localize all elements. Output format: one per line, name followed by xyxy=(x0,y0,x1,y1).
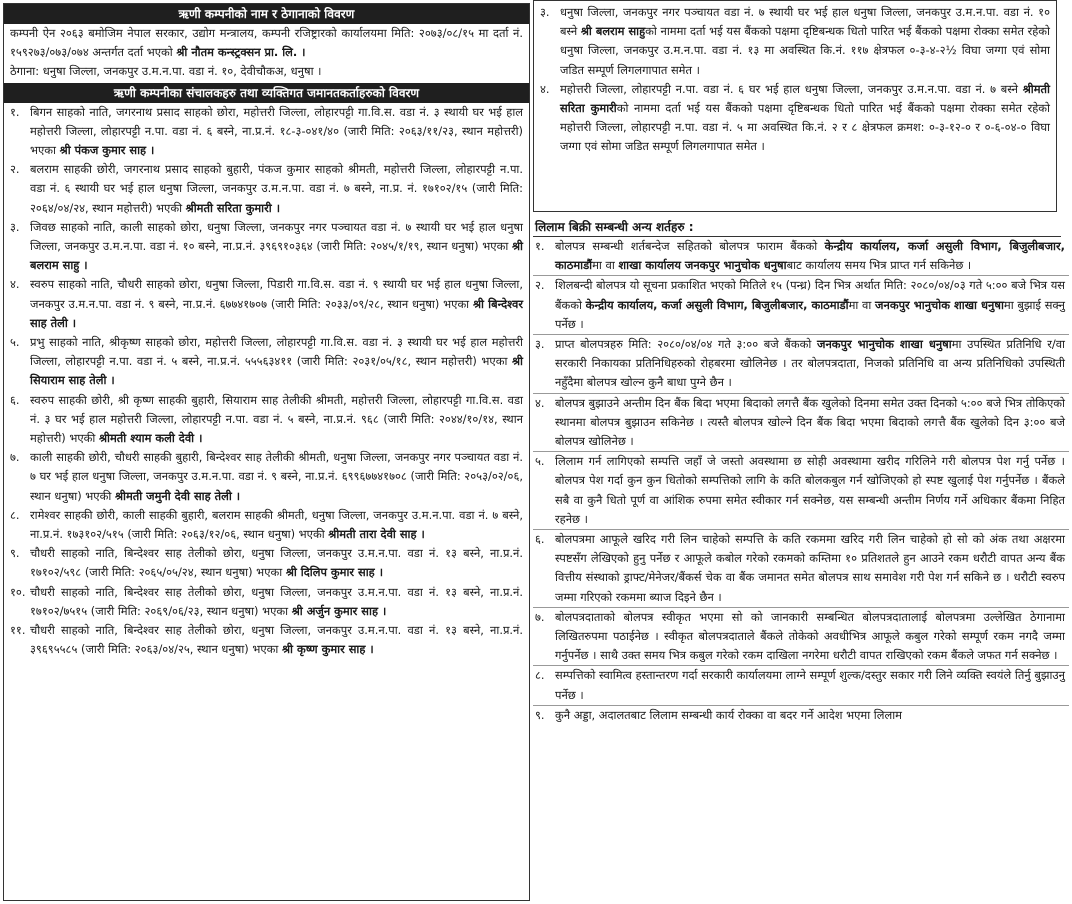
term-item xyxy=(533,276,1069,334)
item-number: ९. xyxy=(10,546,20,561)
term-emphasis: केन्द्रीय कार्यालय, कर्जा असुली विभाग, बिजुलीबजार, काठमाडौं xyxy=(555,239,1065,273)
term-text-part: सम्पत्तिको स्वामित्व हस्तान्तरण गर्दा सरकारी कार्यालयमा लाग्ने सम्पूर्ण शुल्क/दस्तुर सकार गरी लिने व्यक्ति स्वयंले तिर्नु बुझाउनु पर्नेछ । xyxy=(555,668,1065,702)
director-details xyxy=(30,391,523,449)
director-text: चौधरी साहको नाति, बिन्देश्वर साह तेलीको छोरा, धनुषा जिल्ला, जनकपुर उ.म.न.पा. वडा नं. १३ बस्ने, ना.प्र.नं. ३९६९५५८५ (जारी मिति: २०६३/०४/२५, स्थान धनुषा) भएका xyxy=(30,623,523,657)
item-number: ४. xyxy=(535,395,545,410)
term-text-part: कुनै अड्डा, अदालतबाट लिलाम सम्बन्धी कार्य रोक्का वा बदर गर्ने आदेश भएमा लिलाम xyxy=(555,707,902,722)
item-number: ९. xyxy=(535,707,545,722)
term-text-part: मा उपस्थित प्रतिनिधि र/वा सरकारी निकायका प्रतिनिधिहरुको रोहबरमा खोलिनेछ । तर बोलपत्रदाता, निजको प्रतिनिधि वा अन्य प्रतिनिधिको उपस्थिती नहुँदैमा बोलपत्र खोल्न कुनै बाधा पुग्ने छैन । xyxy=(555,337,1065,390)
director-text: चौधरी साहको नाति, बिन्देश्वर साह तेलीको छोरा, धनुषा जिल्ला, जनकपुर उ.म.न.पा. वडा नं. १३ बस्ने, ना.प्र.नं. १७१०२/७५१५ (जारी मिति: २०६९/०६/२३, स्थान धनुषा) भएका xyxy=(30,584,523,618)
director-details xyxy=(30,583,523,621)
director-text: बिगन साहको नाति, जगरनाथ प्रसाद साहको छोरा, महोत्तरी जिल्ला, लोहारपट्टी गा.वि.स. वडा नं. ३ स्थायी घर भई हाल महोत्तरी जिल्ला, लोहारपट्टी न.पा. वडा नं. ६ बस्ने, ना.प्र.नं. १८-३-०४१/४० (जारी मिति: २०६३/११/२३, स्थान महोत्तरी) भएका xyxy=(30,104,523,158)
term-text-part: मा वा xyxy=(592,258,619,273)
term-text xyxy=(555,666,1065,704)
term-text xyxy=(555,237,1065,275)
item-number: ६. xyxy=(10,392,20,407)
director-name: श्री बलराम साहु । xyxy=(30,239,523,273)
director-text: काली साहकी छोरी, चौधरी साहकी बुहारी, बिन्देश्वर साह तेलीकी श्रीमती, धनुषा जिल्ला, जनकपुर नगर पञ्चायत वडा नं. ७ घर भई हाल धनुषा जिल्ला, जनकपुर उ.म.न.पा. वडा नं. ९ बस्ने, ना.प्र.नं. ६९९६७७४१७०८ (जारी मिति: २०५३/०२/०६, स्थान धनुषा) भएकी xyxy=(30,450,523,503)
item-number: ७. xyxy=(535,609,545,624)
company-address: ठेगाना: धनुषा जिल्ला, जनकपुर उ.म.न.पा. वडा नं. १०, देवीचौकअ, धनुषा । xyxy=(10,64,322,79)
director-text: चौधरी साहको नाति, बिन्देश्वर साह तेलीको छोरा, धनुषा जिल्ला, जनकपुर उ.म.न.पा. वडा नं. १३ बस्ने, ना.प्र.नं. १७१०२/५९८ (जारी मिति: २०६५/०५/२४, स्थान धनुषा) भएका xyxy=(30,546,523,580)
item-number: १. xyxy=(535,239,545,253)
item-number: ५. xyxy=(535,454,545,469)
term-emphasis: केन्द्रीय कार्यालय, कर्जा असुली विभाग, बिजुलीबजार, काठमाडौं xyxy=(585,297,849,312)
company-name: श्री नौतम कन्स्ट्रक्सन प्रा. लि. । xyxy=(176,45,306,60)
term-item xyxy=(533,706,1069,725)
term-text-part: बोलपत्र सम्बन्धी शर्तबन्देज सहितको बोलपत्र फाराम बैंकको xyxy=(555,239,825,253)
director-details xyxy=(30,448,523,506)
term-text xyxy=(555,452,1065,529)
director-details xyxy=(30,544,523,582)
term-text xyxy=(555,394,1065,452)
item-number: ४. xyxy=(10,277,20,292)
company-registration-pre: कम्पनी ऐन २०६३ बमोजिम नेपाल सरकार, उद्योग मन्त्रालय, कम्पनी रजिष्ट्रारको कार्यालयमा मिति: २०७३/०८/१५ मा दर्ता नं. १५९२७३/०७३/०७४ अन्तर्गत दर्ता भएको xyxy=(10,26,523,60)
item-number: ७. xyxy=(10,450,20,465)
auction-terms xyxy=(533,218,1069,904)
collateral-text-post: को नाममा दर्ता भई यस बैंकको पक्षमा दृष्टिबन्धक धितो पारित भई बैंकको पक्षमा रोक्का समेत रहेको धनुषा जिल्ला, जनकपुर उ.म.न.पा. वडा नं. १३ मा अवस्थित कि.नं. ११७ क्षेत्रफल ०-३-४-२½ विघा जग्गा एवं सोमा जडित सम्पूर्ण लिगलगापात समेत । xyxy=(560,24,1050,77)
director-name: श्री कृष्ण कुमार साह । xyxy=(281,642,374,657)
term-item xyxy=(533,335,1069,393)
director-text: रामेश्वर साहकी छोरी, काली साहकी बुहारी, बलराम साहकी श्रीमती, धनुषा जिल्ला, जनकपुर उ.म.न.पा. वडा नं. ७ बस्ने, ना.प्र.नं. १७३१०२/५१५ (जारी मिति: २०६३/१२/०६, स्थान धनुषा) भएकी xyxy=(30,507,523,542)
director-details xyxy=(30,218,523,276)
director-text: स्वरुप साहको नाति, चौधरी साहको छोरा, धनुषा जिल्ला, पिडारी गा.वि.स. वडा नं. ९ स्थायी घर भई हाल धनुषा जिल्ला, जनकपुर उ.म.न.पा. वडा नं. ९ बस्ने, ना.प्र.नं. ६७७४१७०७ (जारी मिति: २०३३/०९/२८, स्थान धनुषा) भएका xyxy=(30,277,523,311)
directors-section-header: ऋणी कम्पनीका संचालकहरु तथा व्यक्तिगत जमानतकर्ताहरुको विवरण xyxy=(4,83,529,103)
collateral-details xyxy=(560,3,1050,80)
item-number: १. xyxy=(10,104,20,119)
term-text xyxy=(555,608,1065,666)
company-registration-text xyxy=(4,24,529,62)
director-name: श्री अर्जुन कुमार साह । xyxy=(291,603,387,618)
director-item xyxy=(4,391,529,449)
director-text: स्वरुप साहकी छोरी, श्री कृष्ण साहकी बुहारी, सियाराम साह तेलीकी श्रीमती, महोत्तरी जिल्ला, लोहारपट्टी गा.वि.स. वडा नं. ३ घर भई हाल महोत्तरी जिल्ला, लोहारपट्टी न.पा. वडा नं. ५ बस्ने, ना.प्र.नं. ९६८ (जारी मिति: २०४४/१०/१४, स्थान महोत्तरी) भएकी xyxy=(30,392,523,446)
director-text: जिवछ साहको नाति, काली साहको छोरा, धनुषा जिल्ला, जनकपुर नगर पञ्चायत वडा नं. ७ स्थायी घर भई हाल धनुषा जिल्ला, जनकपुर उ.म.न.पा. वडा नं. १० बस्ने, ना.प्र.नं. ३९६९१०३६४ (जारी मिति: २०४५/१/१९, स्थान धनुषा) भएका xyxy=(30,219,523,254)
owner-name: श्री बलराम साहु xyxy=(580,24,646,39)
term-text-part: बोलपत्रदाताको बोलपत्र स्वीकृत भएमा सो को जानकारी सम्बन्धित बोलपत्रदातालाई बोलपत्रमा उल्लेखित ठेगानामा लिखितरुपमा पठाईनेछ । स्वीकृत बोलपत्रदाताले बैंकले तोकेको अवधीभित्र आफूले कबुल गरेको सम्पूर्ण रकम नगदै जम्मा गर्नुपर्नेछ । साथै उक्त समय भित्र कबुल गरेको रकम दाखिला नगरेमा धरौटी वापत राखिएको रकम बैंकले जफत गर्न सक्नेछ । xyxy=(555,609,1065,663)
term-text xyxy=(555,706,1065,725)
item-number: ६. xyxy=(535,532,545,547)
director-details xyxy=(30,333,523,391)
director-name: श्रीमती श्याम कली देवी । xyxy=(98,431,203,446)
collateral-item xyxy=(538,80,1050,157)
right-column xyxy=(533,0,1069,904)
item-number: ८. xyxy=(535,668,545,683)
collateral-text-post: को नाममा दर्ता भई यस बैंकको पक्षमा दृष्टिबन्धक धितो पारित भई बैंकको पक्षमा रोक्का समेत रहेको महोत्तरी जिल्ला, लोहारपट्टी न.पा. वडा नं. ५ मा अवस्थित कि.नं. २ र ८ क्षेत्रफल क्रमश: ०-३-१२-० र ०-६-०४-० विघा जग्गा एवं सोमा जडित सम्पूर्ण लिगलगापात समेत । xyxy=(560,101,1050,154)
company-section-header: ऋणी कम्पनीको नाम र ठेगानाको विवरण xyxy=(4,4,529,24)
term-text-part: बोलपत्र बुझाउने अन्तीम दिन बैंक बिदा भएमा बिदाको लगत्तै बैंक खुलेको दिनमा समेत उक्त दिनको ५:०० बजे भित्र तोकिएको स्थानमा बोलपत्र बुझाउन सकिनेछ । त्यस्तै बोलपत्र खोल्ने दिन बैंक बिदा भएमा बिदाको लगत्तै बैंक खुलेको दिन ३:०० बजे बोलपत्र खोलिनेछ । xyxy=(555,395,1065,449)
collateral-item xyxy=(538,3,1050,80)
director-item xyxy=(4,218,529,276)
item-number: ८. xyxy=(10,507,20,522)
director-name: श्रीमती तारा देवी साह । xyxy=(328,527,425,542)
director-name: श्रीमती जमुनी देवी साह तेली । xyxy=(114,488,241,503)
term-text xyxy=(555,335,1065,393)
collateral-text-pre: धनुषा जिल्ला, जनकपुर नगर पञ्चायत वडा नं. ७ स्थायी घर भई हाल धनुषा जिल्ला, जनकपुर उ.म.न.पा. वडा नं. १० बस्ने xyxy=(560,5,1050,39)
terms-list xyxy=(533,237,1069,725)
item-number: २. xyxy=(535,278,545,293)
director-name: श्री पंकज कुमार साह । xyxy=(59,143,155,158)
term-text-part: प्राप्त बोलपत्रहरु मिति: २०८०/०४/०४ गते ३:०० बजे बैंकको xyxy=(555,337,817,352)
director-details xyxy=(30,621,523,659)
term-item xyxy=(533,666,1069,704)
director-details xyxy=(30,103,523,161)
director-item xyxy=(4,275,529,333)
director-details xyxy=(30,506,523,544)
director-name: श्री बिन्देश्वर साह तेली । xyxy=(30,296,523,330)
term-item xyxy=(533,237,1069,275)
director-name: श्री दिलिप कुमार साह । xyxy=(285,565,384,580)
director-item xyxy=(4,333,529,391)
item-number: ११. xyxy=(10,623,26,638)
term-item xyxy=(533,394,1069,452)
item-number: ४. xyxy=(540,81,550,96)
director-item xyxy=(4,621,529,659)
term-item xyxy=(533,608,1069,666)
term-item xyxy=(533,452,1069,529)
director-item xyxy=(4,160,529,218)
collateral-details xyxy=(560,80,1050,157)
item-number: ३. xyxy=(540,5,550,19)
term-item xyxy=(533,530,1069,607)
term-text-part: मा बुझाई सक्नु पर्नेछ । xyxy=(555,297,1065,331)
term-emphasis: जनकपुर भानुचोक शाखा धनुषा xyxy=(817,337,952,352)
director-item xyxy=(4,448,529,506)
collateral-box xyxy=(533,0,1057,212)
term-emphasis: शाखा कार्यालय जनकपुर भानुचोक धनुषा xyxy=(618,258,787,273)
terms-heading: लिलाम बिक्री सम्बन्धी अन्य शर्तहरु : xyxy=(533,218,1061,237)
director-name: श्री सियाराम साह तेली । xyxy=(30,354,523,388)
director-item xyxy=(4,544,529,582)
owner-name: श्रीमती सरिता कुमारी xyxy=(560,81,1050,116)
term-emphasis: जनकपुर भानुचोक शाखा धनुषा xyxy=(875,297,1004,312)
term-text-part: मा वा xyxy=(848,297,876,312)
director-text: बलराम साहकी छोरी, जगरनाथ प्रसाद साहको बुहारी, पंकज कुमार साहको श्रीमती, महोत्तरी जिल्ला, लोहारपट्टी न.पा. वडा नं. ६ स्थायी घर भई हाल धनुषा जिल्ला, जनकपुर उ.म.न.पा. वडा नं. ७ बस्ने, ना.प्र. नं. १७१०२/१५ (जारी मिति: २०६४/०४/२४, स्थान महोत्तरी) भएकी xyxy=(30,162,523,215)
collateral-text-pre: महोत्तरी जिल्ला, लोहारपट्टी न.पा. वडा नं. ६ घर भई हाल धनुषा जिल्ला, जनकपुर उ.म.न.पा. वडा नं. ७ बस्ने xyxy=(560,81,1023,96)
item-number: १०. xyxy=(10,584,26,599)
item-number: ३. xyxy=(535,337,545,352)
left-column xyxy=(3,3,530,901)
director-text: प्रभु साहको नाति, श्रीकृष्ण साहको छोरा, महोत्तरी जिल्ला, लोहारपट्टी गा.वि.स. वडा नं. ३ स्थायी घर भई हाल महोत्तरी जिल्ला, लोहारपट्टी न.पा. वडा नं. ५ बस्ने, ना.प्र.नं. ५५५६३४११ (जारी मिति: २०३१/०५/१८, स्थान महोत्तरी) भएका xyxy=(30,335,523,369)
term-text xyxy=(555,530,1065,607)
director-item xyxy=(4,583,529,621)
term-text-part: शिलबन्दी बोलपत्र यो सूचना प्रकाशित भएको मितिले १५ (पन्ध्र) दिन भित्र अर्थात मिति: २०८०/०४/०३ गते ५:०० बजे भित्र यस बैंकको xyxy=(555,278,1065,312)
item-number: ५. xyxy=(10,335,20,350)
term-text-part: बाट कार्यालय समय भित्र प्राप्त गर्न सकिनेछ । xyxy=(786,258,972,273)
director-details xyxy=(30,160,523,218)
directors-list xyxy=(4,103,529,660)
term-text-part: लिलाम गर्न लागिएको सम्पत्ति जहाँ जे जस्तो अवस्थामा छ सोही अवस्थामा खरीद गरिलिने गरी बोलपत्र पेश गर्नु पर्नेछ । बोलपत्र पेश गर्दा कुन कुन धितोको सम्पत्तिको लागि के कति बोलकबुल गर्न खोजिएको हो स्पष्ट खुलाई पेश गर्नुपर्नेछ । बैंकले सबै वा कुनै धितो पूर्ण वा आंशिक रुपमा समेत स्वीकार गर्न सक्नेछ, यस सम्बन्धी अन्तीम निर्णय गर्ने अधिकार बैंकमा निहित रहनेछ । xyxy=(555,454,1065,526)
director-details xyxy=(30,275,523,333)
term-text xyxy=(555,276,1065,334)
item-number: ३. xyxy=(10,219,20,234)
term-text-part: बोलपत्रमा आफूले खरिद गरी लिन चाहेको सम्पत्ति के कति रकममा खरिद गरी लिन चाहेको हो सो को अंक तथा अक्षरमा स्पष्टसँग लेखिएको हुनु पर्नेछ र आफूले कबोल गरेको रकमको कम्तिमा १० प्रतिशतले हुन आउने रकम धरौटी वापत अन्य बैंक वित्तीय संस्थाको ड्राफ्ट/मेनेजर/बैंकर्स चेक वा बैंक जमानत समेत बोलपत्र साथ समावेश गरी पेश गर्न सकिने छ । धरौटी स्वरुप जम्मा गरिएको रकममा ब्याज दिइने छैन । xyxy=(555,532,1065,604)
director-item xyxy=(4,506,529,544)
director-name: श्रीमती सरिता कुमारी । xyxy=(185,200,281,215)
director-item xyxy=(4,103,529,161)
item-number: २. xyxy=(10,162,20,177)
